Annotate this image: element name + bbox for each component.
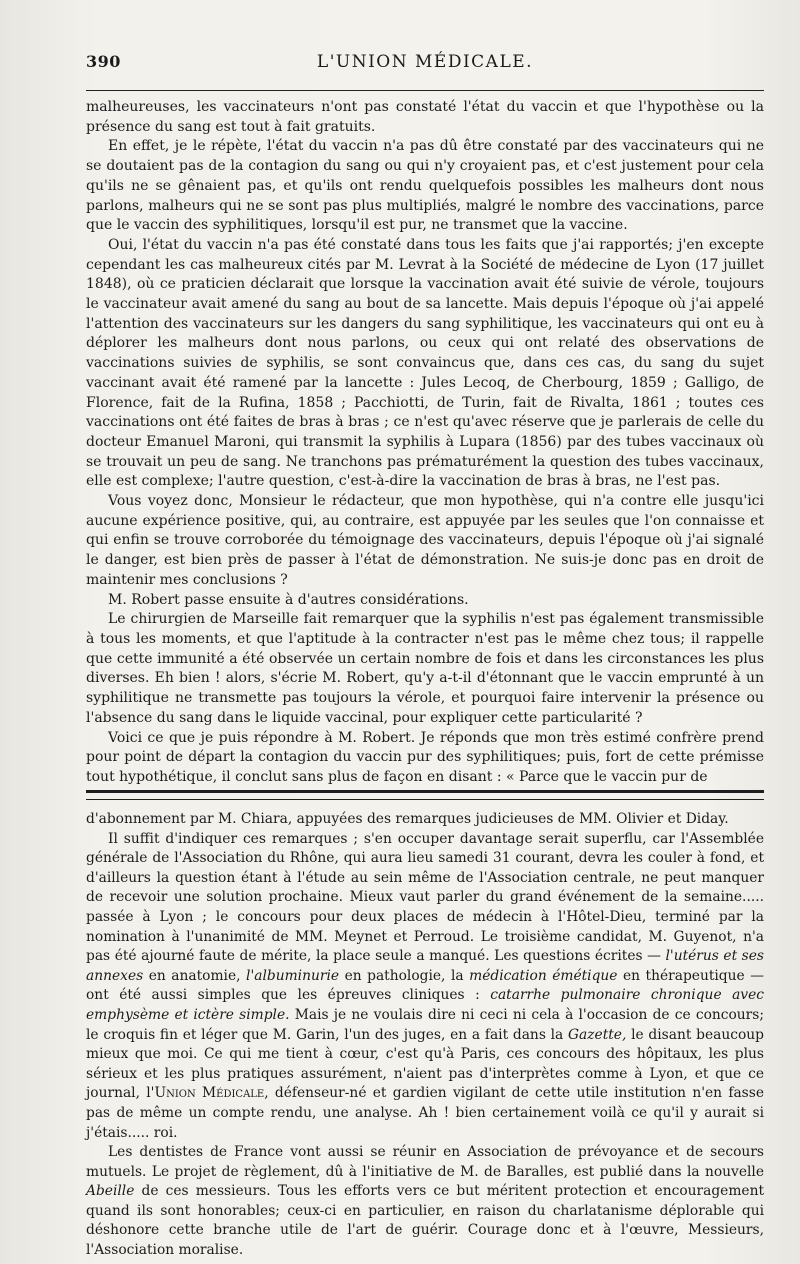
- paragraph: Il suffit d'indiquer ces remarques ; s'en occuper davantage serait superflu, car l'Assemblée générale de l'Association du Rhône, qui aura lieu samedi 31 courant, devra les couler à fond, et d'ailleurs la question étant à l'étude au sein même de l'Association centrale, ne peut manquer de recevoir une solution prochaine. Mieux vaut parler du grand événement de la semaine..... passée à Lyon ; le concours pour deux places de médecin à l'Hôtel-Dieu, terminé par la nomination à l'unanimité de MM. Meynet et Perroud. Le troisième candidat, M. Guyenot, n'a pas été ajourné faute de mérite, la place seule a manqué. Les questions écrites — l'utérus et ses annexes en anatomie, l'albuminurie en pathologie, la médication émétique en thérapeutique — ont été aussi simples que les épreuves cliniques : catarrhe pulmonaire chronique avec emphysème et ictère simple. Mais je ne voulais dire ni ceci ni cela à l'occasion de ce concours; le croquis fin et léger que M. Garin, l'un des juges, en a fait dans la Gazette, le disant beaucoup mieux que moi. Ce qui me tient à cœur, c'est qu'à Paris, ces concours des hôpitaux, les plus sérieux et les plus pratiques assurément, n'aient pas d'interprètes comme à Lyon, et que ce journal, l'Union Médicale, défenseur-né et gardien vigilant de cette utile institution n'en fasse pas de même un compte rendu, une analyse. Ah ! bien certainement voilà ce qu'il y aurait si j'étais..... roi.: [86, 830, 765, 1141]
- paragraph: Les dentistes de France vont aussi se réunir en Association de prévoyance et de secours mutuels. Le projet de règlement, dû à l'initiative de M. de Baralles, est publié dans la nouvelle Abeille de ces messieurs. Tous les efforts vers ce but méritent protection et encouragement quand ils sont honorables; ceux-ci en particulier, en raison du charlatanisme déplorable qui déshonore cette branche utile de l'art de guérir. Courage donc et à l'œuvre, Messieurs, l'Association moralise.: [86, 1144, 765, 1259]
- paragraph: Voici ce que je puis répondre à M. Robert. Je réponds que mon très estimé confrère prend pour point de départ la contagion du vaccin pur des syphilitiques; puis, fort de cette prémisse tout hypothétique, il conclut sans plus de façon en disant : « Parce que le vaccin pur de: [86, 729, 764, 785]
- journal-name: Union Médicale: [154, 1085, 265, 1102]
- page-number: 390: [86, 52, 121, 71]
- paragraph: Oui, l'état du vaccin n'a pas été constaté dans tous les faits que j'ai rapportés; j'en excepte cependant les cas malheureux cités par M. Levrat à la Société de médecine de Lyon (17 juillet 1848), où ce praticien déclarait que lorsque la vaccination avait été suivie de vérole, toujours le vaccinateur avait amené du sang au bout de sa lancette. Mais depuis l'époque où j'ai appelé l'attention des vaccinateurs sur les dangers du sang syphilitique, les vaccinateurs qui ont eu à déplorer les malheurs dont nous parlons, ou ceux qui ont relaté des observations de vaccinations suivies de syphilis, se sont convaincus que, dans ces cas, du sang du sujet vaccinant avait été ramené par la lancette : Jules Lecoq, de Cherbourg, 1859 ; Galligo, de Florence, fait de la Rufina, 1858 ; Pacchiotti, de Turin, fait de Rivalta, 1861 ; toutes ces vaccinations ont été faites de bras à bras ; ce n'est qu'avec réserve que je parlerais de celle du docteur Emanuel Maroni, qui transmit la syphilis à Lupara (1856) par des tubes vaccinaux où se trouvait un peu de sang. Ne tranchons pas prématurément la question des tubes vaccinaux, elle est complexe; l'autre question, c'est-à-dire la vaccination de bras à bras, ne l'est pas.: [86, 236, 764, 490]
- paragraph: d'abonnement par M. Chiara, appuyées des remarques judicieuses de MM. Olivier et Diday.: [86, 811, 729, 827]
- paragraph: malheureuses, les vaccinateurs n'ont pas constaté l'état du vaccin et que l'hypothèse ou la présence du sang est tout à fait gratuits.: [86, 99, 764, 135]
- paragraph: Le chirurgien de Marseille fait remarquer que la syphilis n'est pas également transmissible à tous les moments, et que l'aptitude à la contracter n'est pas le même chez tous; il rappelle que cette immunité a été observée un certain nombre de fois et dans les circonstances les plus diverses. Eh bien ! alors, s'écrie M. Robert, qu'y a-t-il d'étonnant que le vaccin emprunté à un syphilitique ne transmette pas toujours la vérole, et pourquoi faire intervenir la présence ou l'absence du sang dans le liquide vaccinal, pour expliquer cette particularité ?: [86, 611, 764, 726]
- paragraph: M. Robert passe ensuite à d'autres considérations.: [108, 591, 469, 608]
- running-head: L'UNION MÉDICALE.: [316, 52, 534, 72]
- feuilleton-section: [86, 810, 764, 1261]
- feuilleton-separator: [86, 790, 764, 800]
- page-header: [86, 52, 764, 82]
- main-article: [86, 98, 764, 788]
- header-rule: [86, 90, 764, 91]
- paragraph: Vous voyez donc, Monsieur le rédacteur, que mon hypothèse, qui n'a contre elle jusqu'ici aucune expérience positive, qui, au contraire, est appuyée par les seules que l'on connaisse et qui enfin se trouve corroborée du témoignage des vaccinateurs, depuis l'époque où j'ai signalé le danger, est bien près de passer à l'état de démonstration. Ne suis-je donc pas en droit de maintenir mes conclusions ?: [86, 493, 764, 588]
- paragraph: En effet, je le répète, l'état du vaccin n'a pas dû être constaté par des vaccinateurs qui ne se doutaient pas de la contagion du sang ou qui n'y croyaient pas, et c'est justement pour cela qu'ils ne se gênaient pas, et qu'ils ont rendu quelquefois possibles les malheurs dont nous parlons, malheurs qui ne se sont pas plus multipliés, malgré le nombre des vaccinations, parce que le vaccin des syphilitiques, lorsqu'il est pur, ne transmet que la vaccine.: [86, 138, 764, 234]
